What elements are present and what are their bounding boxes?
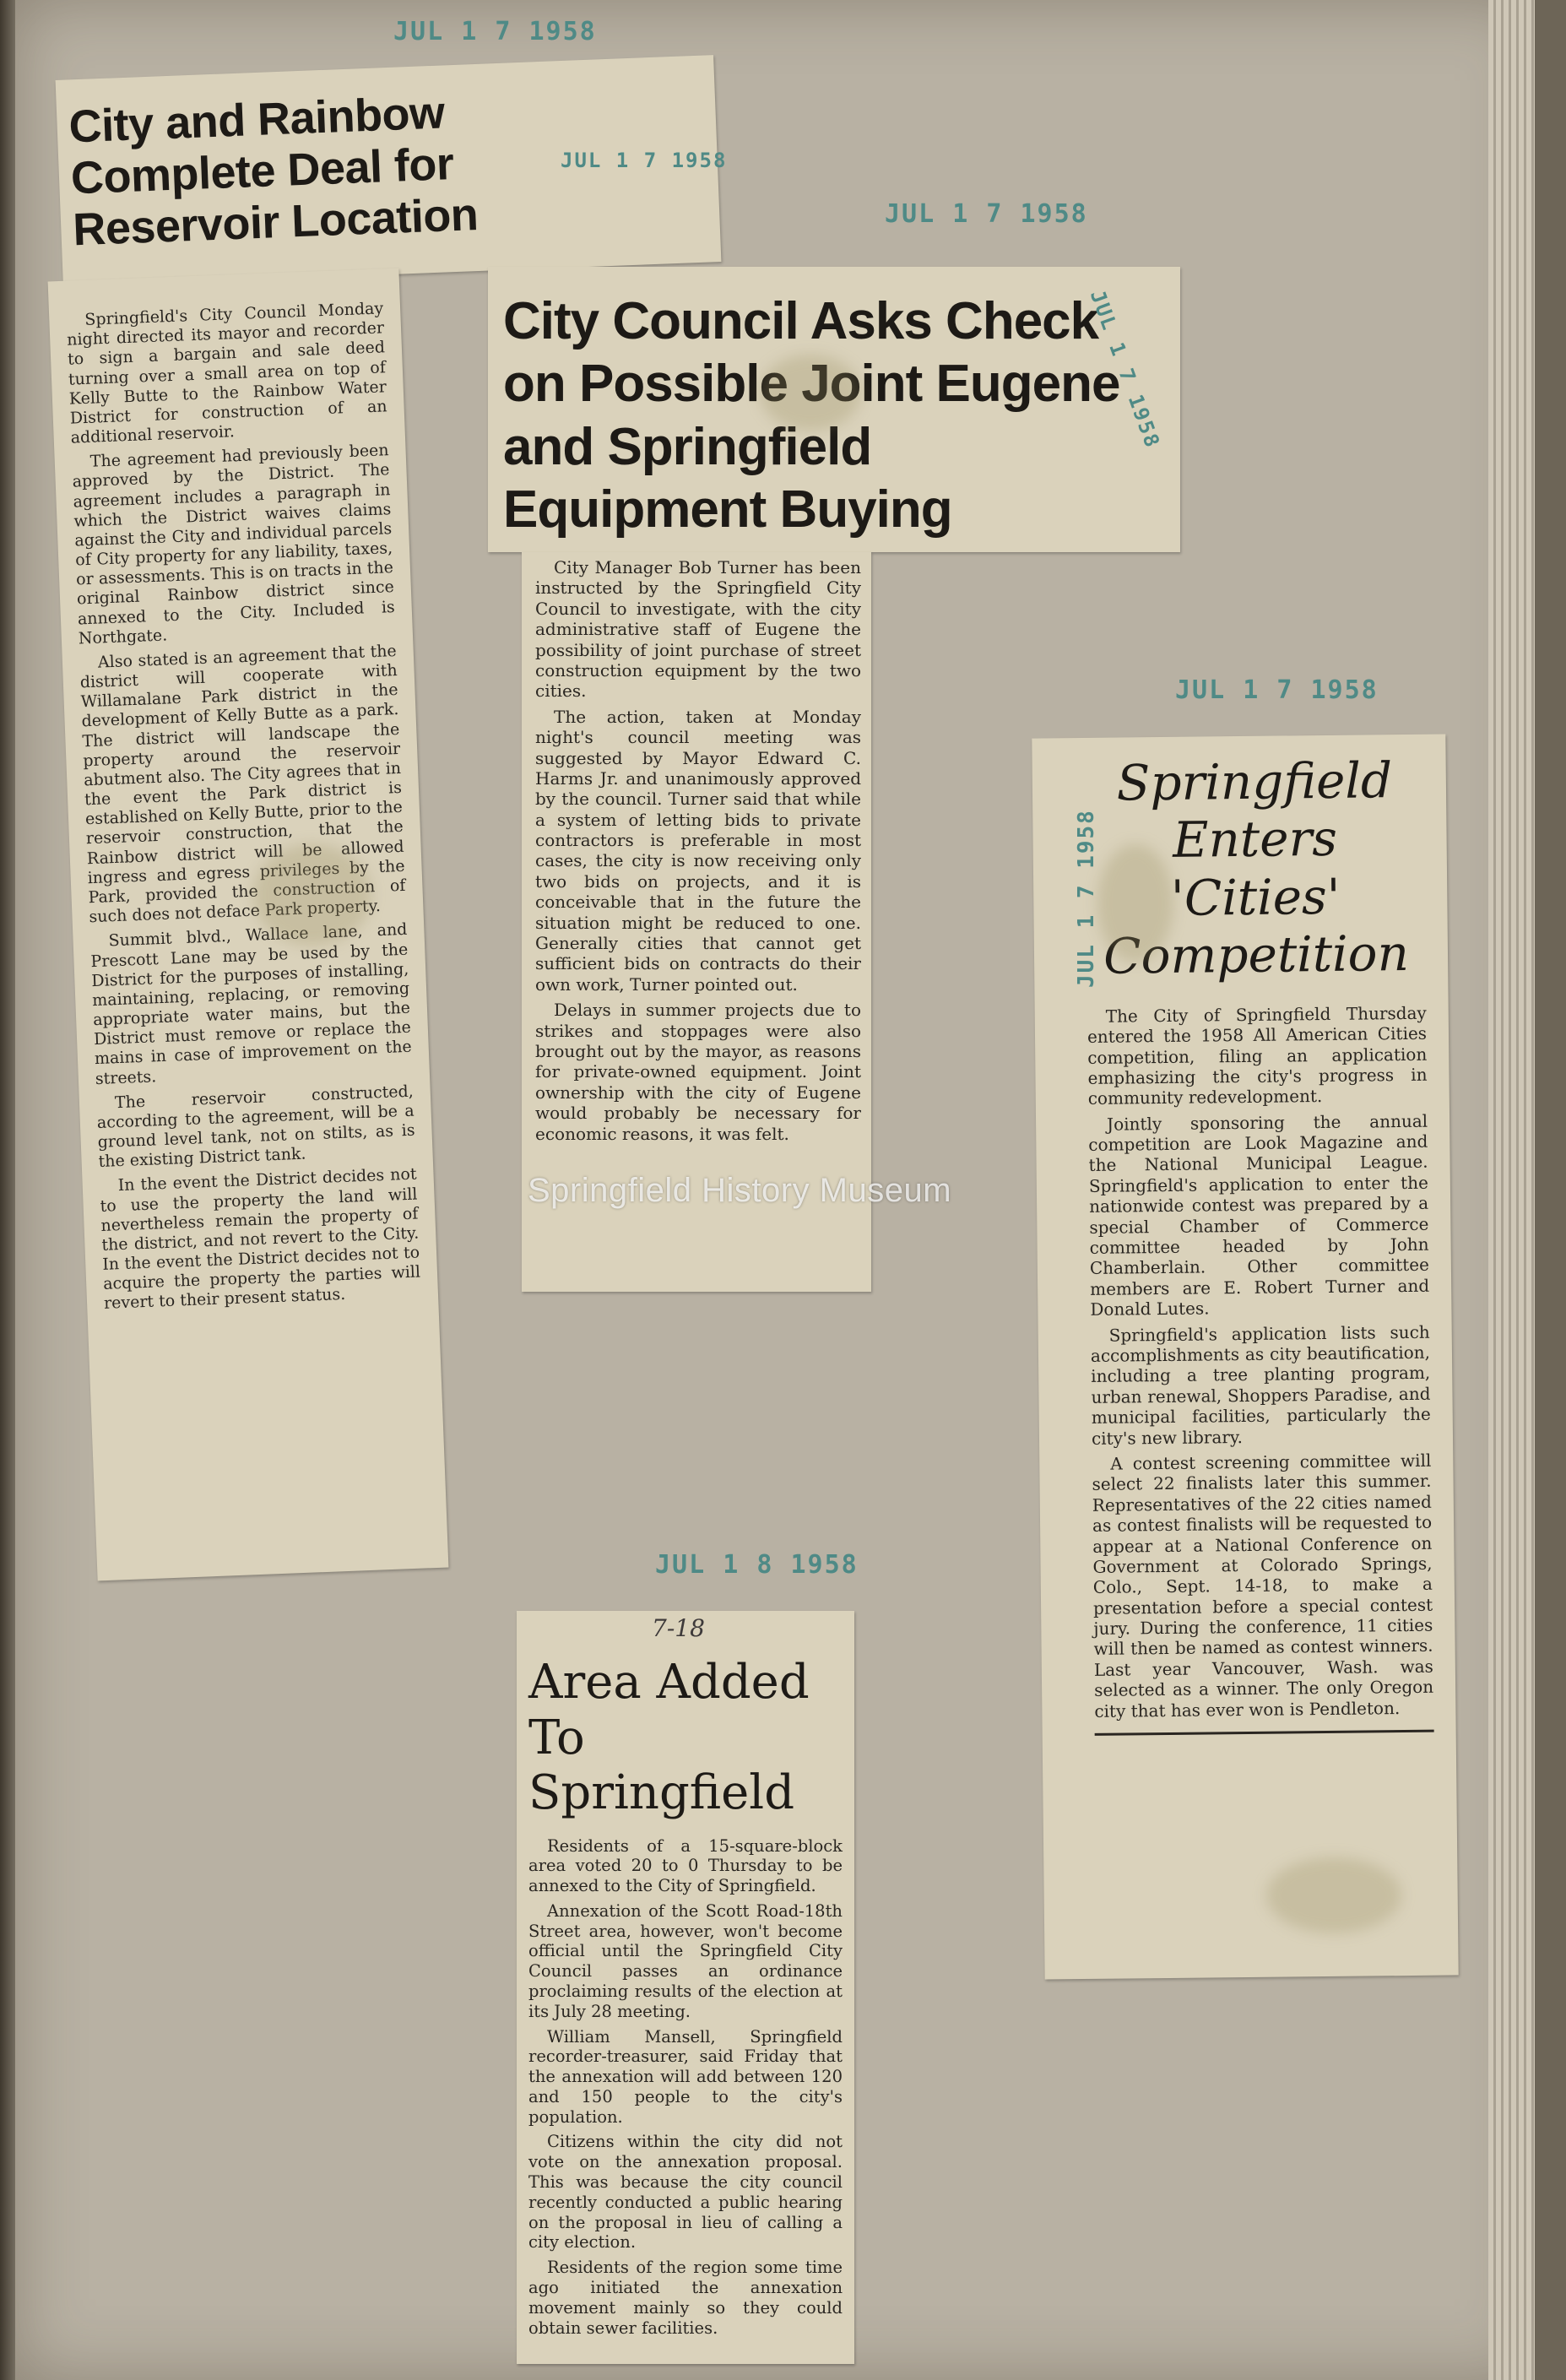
date-stamp: JUL 1 7 1958 [1074, 809, 1099, 988]
paragraph: A contest screening committee will select 22 finalists later this summer. Representatives of the 22 cities named as contest finalists will be requested to appear at a National Conference on Government at Colorado Springs, Colo., Sept. 14-18, to make a presentation before a special contest jury. During the conference, 11 cities will then be named as contest winners. Last year Vancouver, Wash. was selected as a winner. The only Oregon city that has ever won is Pendleton. [1092, 1450, 1434, 1721]
date-stamp: JUL 1 7 1958 [1085, 287, 1165, 453]
paragraph: Delays in summer projects due to strikes and stoppages were also brought out by the mayor, as reasons for private-owned equipment. Joint ownership with the city of Eugene would probably be necessary for economic reasons, it was felt. [535, 1000, 861, 1144]
headline-annexation: Area Added To Springfield [528, 1655, 810, 1821]
stain [1266, 1857, 1401, 1933]
clipping-reservoir-column [48, 268, 449, 1581]
headline-competition: Springfield Enters 'Cities' Competition [1103, 751, 1410, 986]
article-body-annexation [528, 1836, 843, 2339]
page-edges [1488, 0, 1535, 2380]
stain [760, 355, 861, 431]
paragraph: Also stated is an agreement that the district will cooperate with Willamalane Park district in the development of Kelly Butte as a park. The district will landscape the property around the reservoir abutment also. The City agrees that in the event the Park district is established on Kelly Butte, prior to the reservoir construction, that the Rainbow district will be allowed ingress and egress privileges by the Park, provided the construction of such does not deface Park property. [79, 641, 406, 927]
rule-line [1095, 1730, 1434, 1736]
date-stamp: JUL 1 7 1958 [561, 149, 728, 172]
paragraph: Springfield's City Council Monday night directed its mayor and recorder to sign a bargain and sale deed turning over a small area on top of Kelly Butte to the Rainbow Water District for construction of an additional reservoir. [66, 299, 387, 447]
paragraph: Residents of a 15-square-block area voted 20 to 0 Thursday to be annexed to the City of Springfield. [528, 1835, 843, 1896]
stain [1097, 844, 1173, 962]
paragraph: Springfield's application lists such accomplishments as city beautification, including a tree planting program, urban renewal, Shoppers Paradise, and municipal facilities, particularly the city's new library. [1090, 1321, 1431, 1449]
paragraph: Annexation of the Scott Road-18th Street area, however, won't become official until the Springfield City Council passes an ordinance proclaiming results of the election at its July 28 meeting. [528, 1900, 843, 2021]
paragraph: The action, taken at Monday night's council meeting was suggested by Mayor Edward C. Harms Jr. and unanimously approved by the council. Turner said that while a system of letting bids to private contractors is preferable in most cases, the city is now receiving only two bids on projects, and it is conceivable that in the future the situation might be reduced to one. Generally cities that cannot get sufficient bids on contracts do their own work, Turner pointed out. [535, 706, 861, 995]
date-stamp: JUL 1 7 1958 [1175, 675, 1379, 705]
watermark: Springfield History Museum [528, 1172, 952, 1209]
paragraph: William Mansell, Springfield recorder-treasurer, said Friday that the annexation will add between 120 and 150 people to the city's population. [528, 2026, 843, 2127]
article-body-council [535, 557, 861, 1144]
paragraph: The agreement had previously been approved by the District. The agreement includes a paragraph in which the District waives claims against the City and individual parcels of City property for any liability, taxes, or assessments. This is on tracts in the original Rainbow district since annexed to the City. Included is Northgate. [72, 441, 396, 648]
paragraph: In the event the District decides not to use the property the land will nevertheless remain the property of the district, and not revert to the City. In the event the District decides not to acquire the property the parties will revert to their present status. [100, 1164, 421, 1314]
paragraph: Summit blvd., Wallace lane, and Prescott Lane may be used by the District for the purposes of installing, maintaining, replacing, or removing appropriate water mains, but the District must remove or replace the mains in case of improvement on the streets. [90, 920, 413, 1088]
paragraph: The reservoir constructed, according to the agreement, will be a ground level tank, not on stilts, as is the existing District tank. [96, 1082, 415, 1172]
paragraph: City Manager Bob Turner has been instructed by the Springfield City Council to investigate, with the city administrative staff of Eugene the possibility of joint purchase of street construction equipment by the two cities. [535, 557, 861, 702]
date-stamp: JUL 1 7 1958 [393, 17, 597, 46]
article-body-reservoir [66, 299, 421, 1314]
paragraph: Jointly sponsoring the annual competition are Look Magazine and the National Municipal League. Springfield's application to enter the nationwide contest was prepared by a special Chamber of Commerce committee headed by John Chamberlain. Other committee members are E. Robert Turner and Donald Lutes. [1088, 1110, 1430, 1320]
headline-reservoir: City and Rainbow Complete Deal for Reservoir Location [68, 87, 480, 256]
handwritten-note: 7-18 [652, 1614, 705, 1642]
date-stamp: JUL 1 8 1958 [655, 1550, 859, 1580]
article-body-competition [1087, 1002, 1434, 1721]
paragraph: The City of Springfield Thursday entered the 1958 All American Cities competition, filing an application emphasizing the city's progress in community redevelopment. [1086, 1002, 1428, 1109]
date-stamp: JUL 1 7 1958 [885, 199, 1088, 229]
paragraph: Residents of the region some time ago initiated the annexation movement mainly so they could obtain sewer facilities. [528, 2258, 843, 2338]
stain [253, 844, 371, 946]
paragraph: Citizens within the city did not vote on the annexation proposal. This was because the city council recently conducted a public hearing on the proposal in lieu of calling a city election. [528, 2132, 843, 2253]
clipping-annexation [517, 1611, 854, 2364]
headline-council: City Council Asks Check on Possible Joint Eugene and Springfield Equipment Buying [503, 292, 1120, 539]
